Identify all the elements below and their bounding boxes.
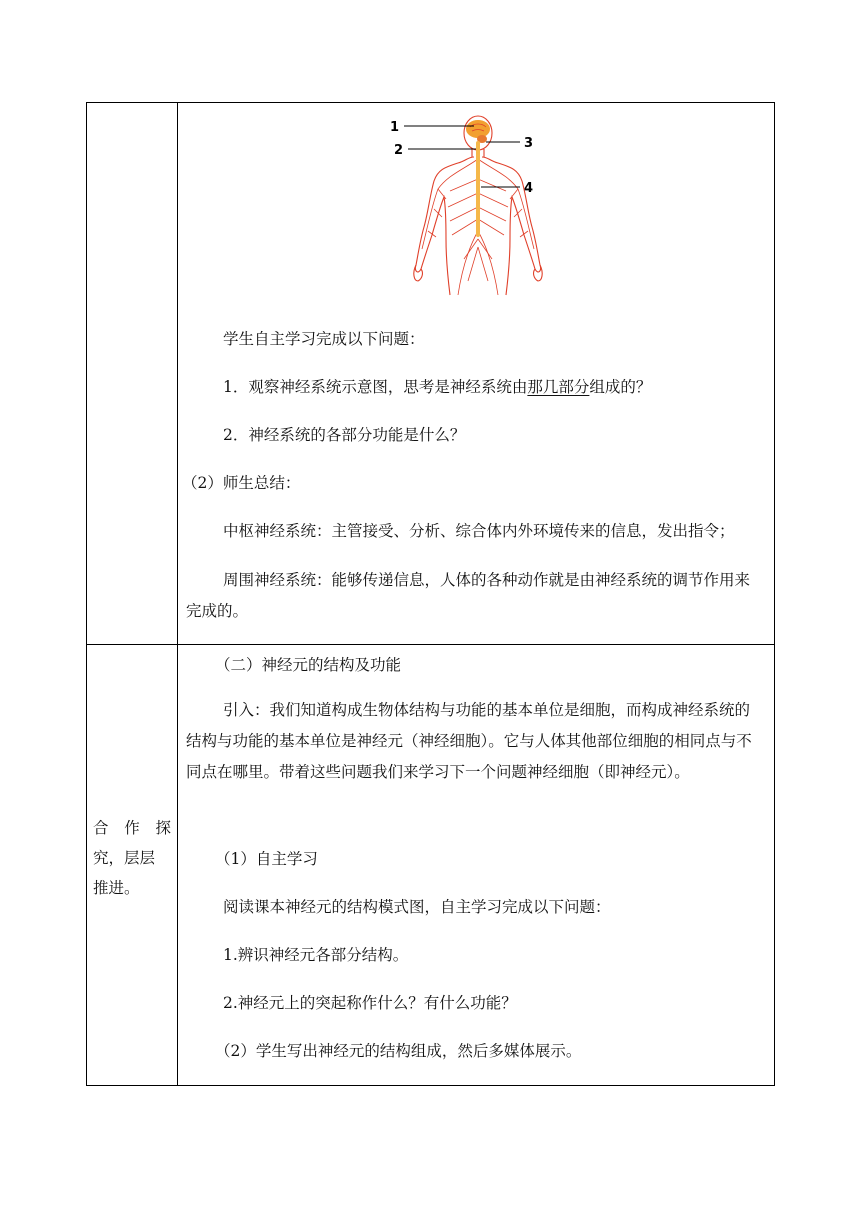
figure-label-2: 2 (394, 143, 404, 158)
section-title: （二）神经元的结构及功能 (215, 656, 402, 674)
self-study-intro: 学生自主学习完成以下问题： (223, 330, 425, 348)
nervous-system-figure (388, 109, 568, 299)
spinal-cord-shape (476, 141, 480, 237)
summary-heading: （2）师生总结： (182, 474, 301, 492)
question-1-text: 1．观察神经系统示意图，思考是神经系统由 (223, 378, 528, 396)
peripheral-nervous-system-text: 周围神经系统：能够传递信息，人体的各种动作就是由神经系统的调节作用来完成的。 (186, 571, 751, 620)
task-3: （2）学生写出神经元的结构组成，然后多媒体展示。 (215, 1042, 582, 1060)
stage-label-char-1: 合 (93, 819, 109, 837)
nervous-system-diagram (388, 109, 568, 299)
figure-label-3: 3 (524, 136, 534, 151)
stage-label-char-2: 作 (124, 819, 140, 837)
question-1 (223, 377, 651, 397)
figure-label-4: 4 (524, 181, 534, 196)
row2-content-cell (178, 645, 775, 1086)
stage-label-line-1 (93, 813, 171, 843)
row2-left-cell (87, 645, 178, 1086)
row1-content-cell (178, 103, 775, 645)
stage-label-char-3: 探 (155, 819, 171, 837)
question-1-end: 组成的？ (589, 378, 652, 396)
reading-task: 阅读课本神经元的结构模式图，自主学习完成以下问题： (223, 898, 611, 916)
question-1-underlined: 那几部分 (527, 378, 590, 396)
lesson-table (86, 102, 775, 1086)
task-1: 1.辨识神经元各部分结构。 (223, 946, 409, 964)
question-2: 2．神经系统的各部分功能是什么？ (223, 426, 466, 444)
self-study-heading: （1）自主学习 (215, 850, 318, 868)
brain-shape (466, 120, 490, 138)
central-nervous-system-text: 中枢神经系统：主管接受、分析、综合体内外环境传来的信息，发出指令； (223, 522, 735, 540)
stage-label (93, 813, 171, 903)
stage-label-line-3: 推进。 (93, 879, 140, 897)
figure-label-1: 1 (390, 120, 400, 135)
leader-lines (404, 126, 520, 187)
row1-left-cell (87, 103, 178, 645)
task-2: 2.神经元上的突起称作什么？有什么功能？ (223, 994, 517, 1012)
neuron-intro-paragraph: 引入：我们知道构成生物体结构与功能的基本单位是细胞，而构成神经系统的结构与功能的基本单位是神经元（神经细胞）。它与人体其他部位细胞的相同点与不同点在哪里。带着这些问题我们来学习下一个问题神经细胞（即神经元）。 (186, 701, 752, 781)
stage-label-line-2: 究，层层 (93, 849, 156, 867)
